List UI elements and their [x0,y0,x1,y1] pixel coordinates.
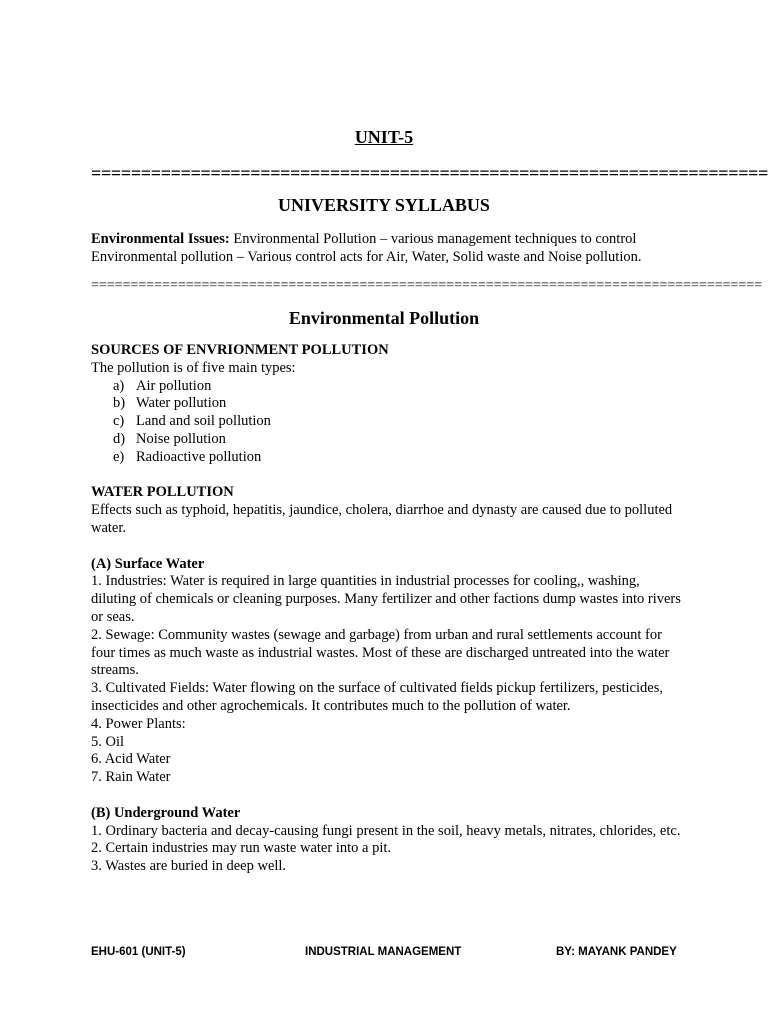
footer-subject: INDUSTRIAL MANAGEMENT [305,946,462,958]
separator-line: ==================================================================== [91,163,768,183]
list-item-text: Radioactive pollution [136,448,262,465]
list-item-text: Noise pollution [136,430,226,447]
surface-water-heading: (A) Surface Water [91,555,205,572]
list-marker: d) [113,430,126,447]
list-marker: c) [113,413,125,430]
unit-title: UNIT-5 [354,127,414,147]
surface-item: 6. Acid Water [91,751,171,768]
surface-item: 2. Sewage: Community wastes (sewage and garbage) from urban and rural settlements account for four times as much waste as industrial wastes. Most of these are discharged untreated into the water streams. [91,626,670,679]
syllabus-paragraph [91,231,681,266]
list-item-text: Water pollution [136,395,227,412]
list-item [113,395,681,413]
underground-item: 1. Ordinary bacteria and decay-causing fungi present in the soil, heavy metals, nitrates, chlorides, etc. [91,822,681,839]
underground-item: 3. Wastes are buried in deep well. [91,858,287,875]
footer-course-code: EHU-601 (UNIT-5) [91,946,186,958]
syllabus-text: Environmental Pollution – various management techniques to control Environmental pollution – Various control acts for Air, Water, Solid waste and Noise pollution. [91,231,642,265]
water-pollution-heading: WATER POLLUTION [91,484,234,501]
underground-water-heading: (B) Underground Water [91,804,241,821]
syllabus-title: UNIVERSITY SYLLABUS [278,195,490,215]
water-pollution-intro: Effects such as typhoid, hepatitis, jaundice, cholera, diarrhoe and dynasty are caused due to polluted water. [91,502,673,536]
list-item-text: Land and soil pollution [136,413,271,430]
surface-item: 3. Cultivated Fields: Water flowing on the surface of cultivated fields pickup fertilizers, pesticides, insecticides and other agrochemicals. It contributes much to the pollution of water. [91,680,663,714]
surface-item: 7. Rain Water [91,769,171,786]
list-item [113,431,681,449]
list-item [113,413,681,431]
pollution-types-list [91,378,681,467]
types-intro: The pollution is of five main types: [91,359,296,376]
separator-line-small: ===================================================================================== [91,278,763,293]
section-content [91,342,681,876]
list-item [113,378,681,396]
underground-item: 2. Certain industries may run waste water into a pit. [91,840,391,857]
syllabus-label: Environmental Issues: [91,231,230,247]
list-marker: a) [113,377,125,394]
list-marker: e) [113,448,125,465]
section-title: Environmental Pollution [288,308,480,328]
list-item [113,449,681,467]
list-item-text: Air pollution [136,377,212,394]
surface-item: 4. Power Plants: [91,715,186,732]
footer-author: BY: MAYANK PANDEY [556,946,677,958]
surface-item: 5. Oil [91,733,125,750]
sources-heading: SOURCES OF ENVRIONMENT POLLUTION [91,342,389,358]
list-marker: b) [113,395,126,412]
surface-item: 1. Industries: Water is required in large quantities in industrial processes for cooling,, washing, diluting of chemicals or cleaning purposes. Many fertilizer and other factions dump wastes into rivers or seas. [91,573,681,625]
